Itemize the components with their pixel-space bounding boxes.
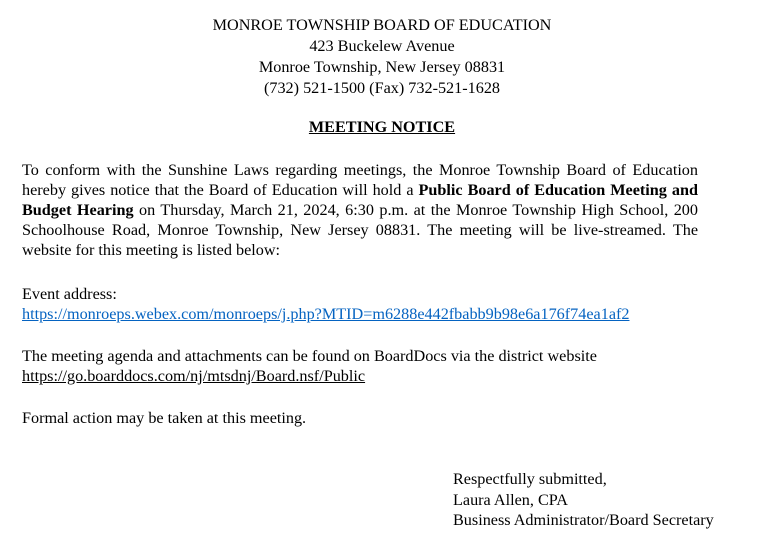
- event-label: Event address:: [22, 285, 117, 303]
- letterhead: [0, 15, 760, 99]
- notice-intro: To conform with the Sunshine Laws regarding meetings, the Monroe Township Board of Education hereby gives notice that the Board of Education will hold a: [22, 161, 698, 199]
- agenda-section: [22, 346, 698, 386]
- agenda-text: The meeting agenda and attachments can be found on BoardDocs via the district website: [22, 347, 597, 365]
- event-link[interactable]: https://monroeps.webex.com/monroeps/j.php?MTID=m6288e442fbabb9b98e6a176f74ea1af2: [22, 305, 630, 323]
- organization-name: MONROE TOWNSHIP BOARD OF EDUCATION: [212, 16, 552, 34]
- street-address: 423 Buckelew Avenue: [309, 37, 455, 55]
- signature-block: [453, 469, 753, 531]
- boarddocs-url: https://go.boarddocs.com/nj/mtsdnj/Board.nsf/Public: [22, 367, 366, 385]
- city-state-zip: Monroe Township, New Jersey 08831: [258, 58, 506, 76]
- phone-fax: (732) 521-1500 (Fax) 732-521-1628: [263, 79, 501, 97]
- document-title: MEETING NOTICE: [308, 118, 456, 136]
- formal-action-note: Formal action may be taken at this meeting.: [22, 409, 307, 427]
- event-section: [22, 284, 698, 324]
- meeting-name: Public Board of Education Meeting and Budget Hearing: [22, 181, 698, 219]
- notice-details: on Thursday, March 21, 2024, 6:30 p.m. at the Monroe Township High School, 200 Schoolhouse Road, Monroe Township, New Jersey 08831. The meeting will be live-streamed. The website for this meeting is listed below:: [22, 201, 698, 259]
- closing: Respectfully submitted,: [453, 470, 607, 488]
- signer-name: Laura Allen, CPA: [453, 490, 568, 509]
- notice-paragraph: [22, 160, 698, 260]
- signer-title: Business Administrator/Board Secretary: [453, 511, 714, 529]
